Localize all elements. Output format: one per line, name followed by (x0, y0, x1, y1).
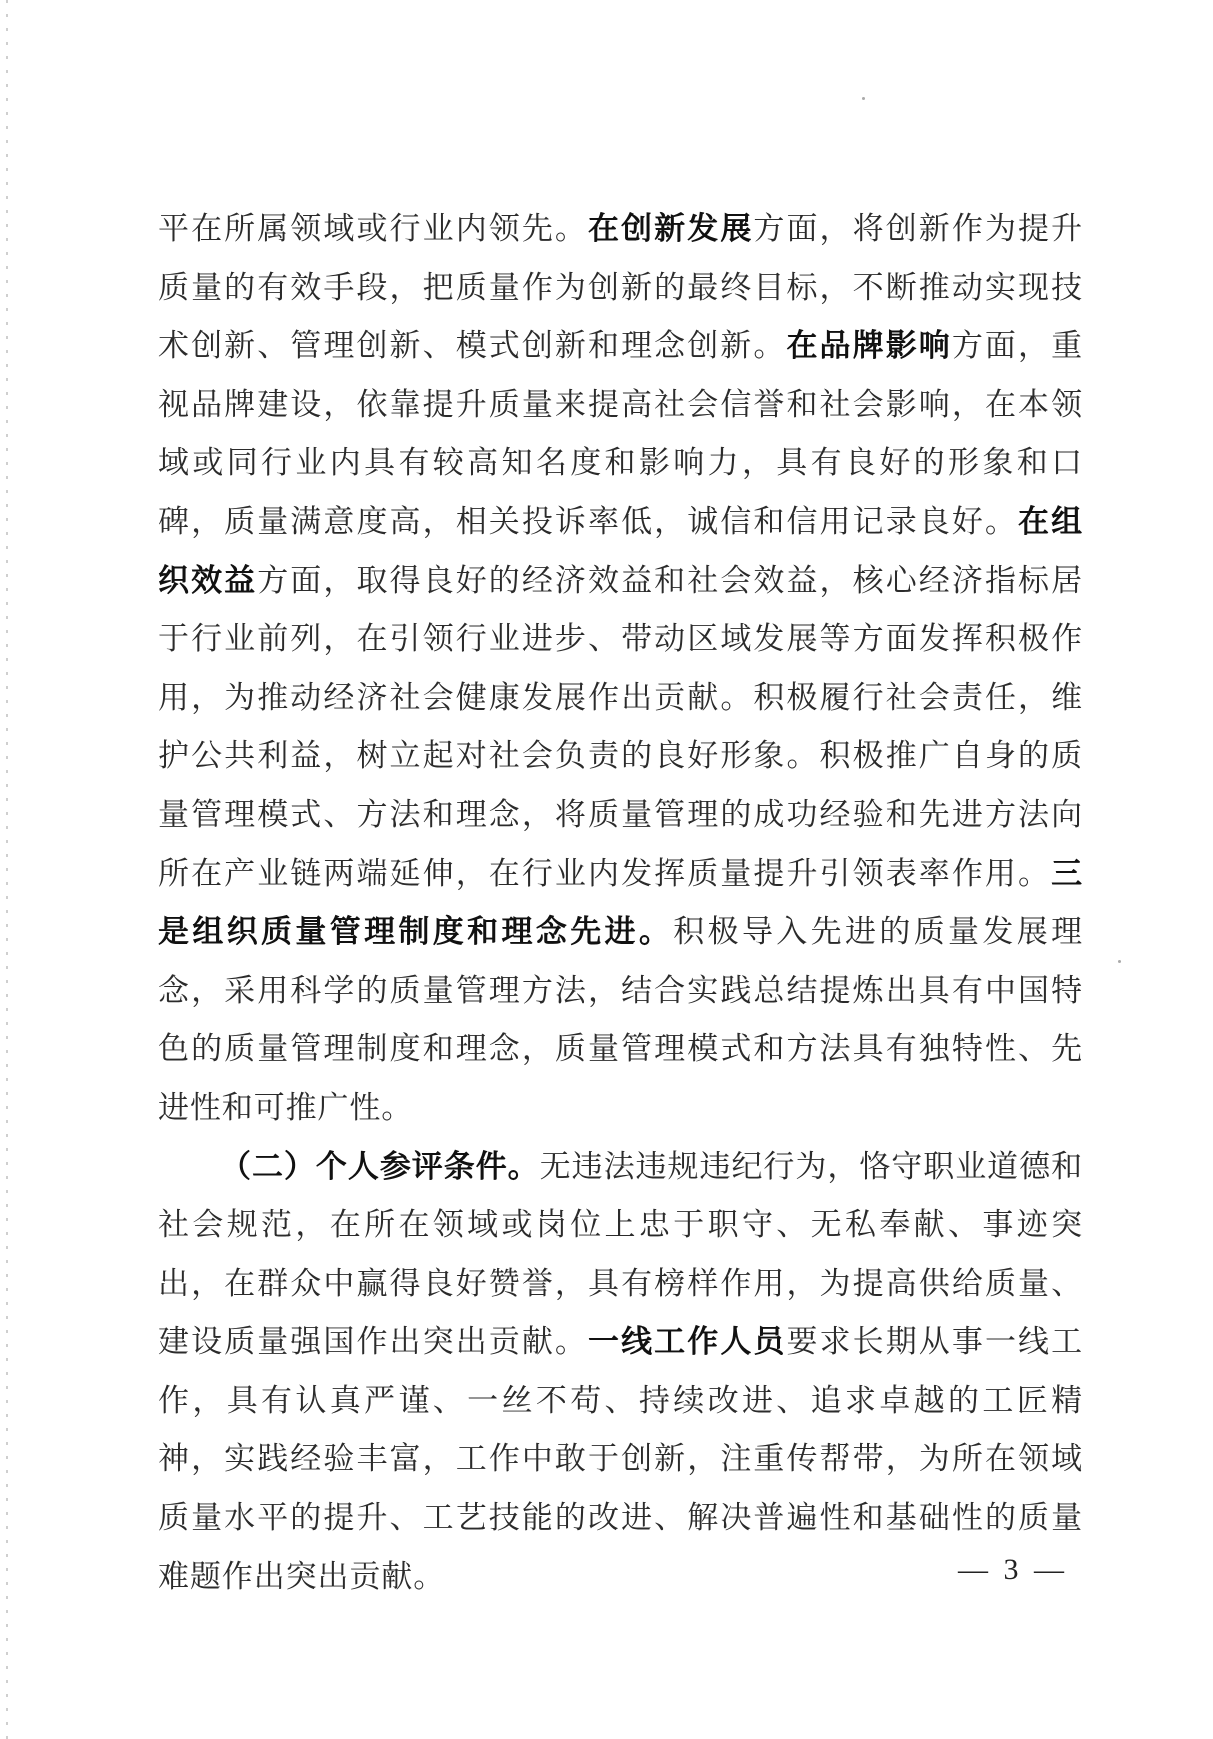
paragraph-organization-criteria (158, 200, 1083, 1138)
page-number: — 3 — (958, 1553, 1068, 1586)
scan-speck (862, 97, 865, 100)
text-run: 积极导入先进的质量发展理念，采用科学的质量管理方法，结合实践总结提炼出具有中国特色的质量管理制度和理念，质量管理模式和方法具有独特性、先进性和可推广性。 (158, 914, 1083, 1126)
heading-frontline: 一线工作人员 (588, 1324, 787, 1361)
text-run: 平在所属领域或行业内领先。 (158, 211, 589, 247)
scan-edge (6, 0, 8, 1739)
text-run: 方面，取得良好的经济效益和社会效益，核心经济指标居于行业前列，在引领行业进步、带动区域发展等方面发挥积极作用，为推动经济社会健康发展作出贡献。积极履行社会责任，维护公共利益，树立起对社会负责的良好形象。积极推广自身的质量管理模式、方法和理念，将质量管理的成功经验和先进方法向所在产业链两端延伸，在行业内发挥质量提升引领表率作用。 (158, 562, 1083, 892)
scan-speck (1118, 960, 1121, 963)
text-run: 方面，将创新作为提升质量的有效手段，把质量作为创新的最终目标，不断推动实现技术创新、管理创新、模式创新和理念创新。 (158, 211, 1084, 365)
heading-innovation: 在创新发展 (588, 211, 754, 247)
text-run: 无违法违规违纪行为，恪守职业道德和社会规范，在所在领域或岗位上忠于职守、无私奉献、事迹突出，在群众中赢得良好赞誉，具有榜样作用，为提高供给质量、建设质量强国作出突出贡献。 (158, 1148, 1083, 1361)
heading-management-system: 三是组织质量管理制度和理念先进。 (158, 855, 1083, 951)
text-run: 要求长期从事一线工作，具有认真严谨、一丝不苟、持续改进、追求卓越的工匠精神，实践经验丰富，工作中敢于创新，注重传帮带，为所在领域质量水平的提升、工艺技能的改进、解决普遍性和基础性的质量难题作出突出贡献。 (158, 1324, 1084, 1595)
text-run: 方面，重视品牌建设，依靠提升质量来提高社会信誉和社会影响，在本领域或同行业内具有较高知名度和影响力，具有良好的形象和口碑，质量满意度高，相关投诉率低，诚信和信用记录良好。 (158, 328, 1083, 540)
heading-brand: 在品牌影响 (786, 328, 952, 365)
page-body (158, 200, 1083, 1606)
paragraph-individual-criteria (158, 1138, 1083, 1607)
heading-individual: （二）个人参评条件。 (220, 1148, 540, 1185)
heading-benefit: 在组织效益 (158, 503, 1083, 599)
